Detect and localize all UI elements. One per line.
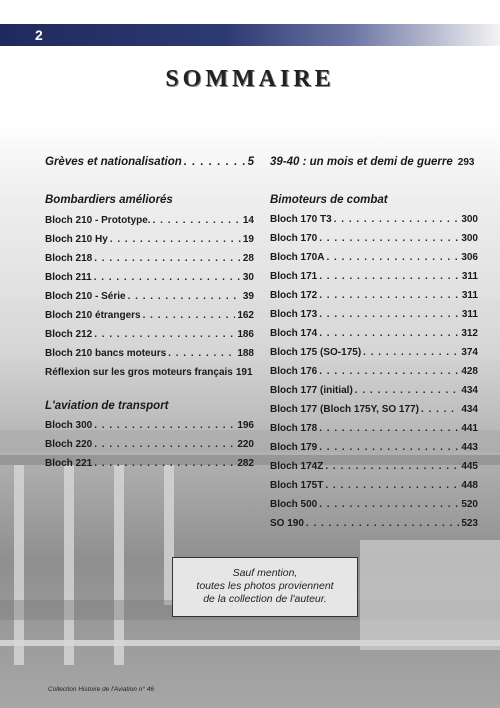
- toc-leader: [319, 271, 460, 282]
- toc-entry-label: Bloch 171: [270, 271, 318, 282]
- toc-entry-label: Bloch 210 - Série: [45, 291, 126, 302]
- toc-entry-page: 39: [242, 291, 254, 302]
- toc-entry: [270, 366, 478, 377]
- toc-leader: [168, 348, 235, 359]
- toc-entry: [270, 461, 478, 472]
- toc-entry-page: 162: [237, 310, 254, 321]
- toc-entry-label: Bloch 175T: [270, 480, 324, 491]
- toc-entry-page: 312: [461, 328, 478, 339]
- toc-entry-page: 448: [461, 480, 478, 491]
- toc-entry-page: 30: [242, 272, 254, 283]
- toc-entry: [45, 272, 254, 283]
- toc-entry: [45, 439, 254, 450]
- toc-entry: [270, 156, 478, 168]
- toc-entry-page: 434: [461, 385, 478, 396]
- toc-entry: [270, 290, 478, 301]
- toc-entry-label: Bloch 170: [270, 233, 318, 244]
- toc-leader: [334, 214, 460, 225]
- toc-entry-page: 5: [247, 156, 254, 168]
- toc-entry-label: Bloch 173: [270, 309, 318, 320]
- toc-entry-page: 188: [237, 348, 254, 359]
- building-wall-right: [360, 540, 500, 650]
- toc-entry-page: 300: [461, 214, 478, 225]
- toc-entry: [270, 385, 478, 396]
- toc-entry-label: Bloch 177 (Bloch 175Y, SO 177): [270, 404, 419, 415]
- toc-entry: [270, 309, 478, 320]
- toc-leader: [94, 253, 241, 264]
- toc-leader: [94, 458, 235, 469]
- toc-entry-label: Grèves et nationalisation: [45, 156, 182, 168]
- toc-leader: [325, 480, 459, 491]
- toc-section-heading: Bimoteurs de combat: [270, 194, 388, 206]
- toc-leader: [319, 290, 460, 301]
- toc-entry-label: Bloch 218: [45, 253, 93, 264]
- toc-entry-label: Bloch 170A: [270, 252, 325, 263]
- toc-entry-page: 186: [237, 329, 254, 340]
- toc-section-heading: Bombardiers améliorés: [45, 194, 173, 206]
- toc-entry-page: 428: [461, 366, 478, 377]
- toc-entry-label: Bloch 177 (initial): [270, 385, 353, 396]
- toc-entry-label: Bloch 220: [45, 439, 93, 450]
- toc-leader: [94, 272, 241, 283]
- toc-leader: [319, 423, 459, 434]
- toc-entry-label: Bloch 178: [270, 423, 318, 434]
- toc-entry: [45, 329, 254, 340]
- building-column: [14, 465, 24, 665]
- toc-leader: [355, 385, 460, 396]
- footer-collection: Collection Histoire de l'Aviation n° 46: [48, 686, 154, 693]
- toc-entry-page: 441: [461, 423, 478, 434]
- toc-entry-page: 14: [242, 215, 254, 226]
- toc-entry: [45, 420, 254, 431]
- toc-entry: [270, 442, 478, 453]
- toc-entry: [270, 328, 478, 339]
- toc-entry-page: 306: [461, 252, 478, 263]
- toc-leader: [319, 233, 459, 244]
- toc-entry-label: Bloch 500: [270, 499, 318, 510]
- toc-entry-label: Réflexion sur les gros moteurs français: [45, 367, 233, 378]
- toc-leader: [319, 309, 460, 320]
- toc-entry-page: 196: [237, 420, 254, 431]
- toc-entry: [45, 310, 254, 321]
- toc-entry-label: Bloch 210 étrangers: [45, 310, 141, 321]
- notice-line: de la collection de l'auteur.: [203, 593, 327, 605]
- notice-line: toutes les photos proviennent: [196, 580, 334, 592]
- toc-entry: [270, 518, 478, 529]
- toc-entry-page: 523: [461, 518, 478, 529]
- toc-entry-page: 282: [237, 458, 254, 469]
- toc-leader: [94, 329, 235, 340]
- toc-entry-label: Bloch 175 (SO-175): [270, 347, 362, 358]
- toc-leader: [319, 366, 459, 377]
- toc-leader: [306, 518, 459, 529]
- toc-entry-label: Bloch 211: [45, 272, 92, 283]
- toc-entry-label: Bloch 172: [270, 290, 318, 301]
- toc-entry-page: 311: [461, 271, 478, 282]
- toc-entry-label: Bloch 174Z: [270, 461, 324, 472]
- toc-entry-page: 191: [235, 367, 253, 378]
- toc-entry-page: 220: [237, 439, 254, 450]
- toc-entry: [45, 234, 254, 245]
- toc-leader: [184, 156, 246, 168]
- toc-entry-label: Bloch 210 - Prototype.: [45, 215, 151, 226]
- toc-entry-page: 300: [461, 233, 478, 244]
- toc-leader: [110, 234, 241, 245]
- toc-leader: [153, 215, 241, 226]
- toc-leader: [319, 328, 459, 339]
- toc-entry: [270, 404, 478, 415]
- toc-entry-label: SO 190: [270, 518, 304, 529]
- page-number: 2: [35, 27, 43, 43]
- toc-entry-label: Bloch 221: [45, 458, 93, 469]
- building-column: [64, 465, 74, 665]
- toc-entry: [45, 156, 254, 168]
- toc-leader: [143, 310, 236, 321]
- toc-entry-page: 28: [242, 253, 254, 264]
- toc-entry: [270, 347, 478, 358]
- toc-entry: [270, 252, 478, 263]
- toc-entry: [45, 215, 254, 226]
- photo-credit-notice: [172, 557, 358, 617]
- toc-entry: [45, 253, 254, 264]
- toc-entry: [270, 423, 478, 434]
- toc-entry: [45, 348, 254, 359]
- toc-entry-label: Bloch 176: [270, 366, 318, 377]
- toc-entry: [45, 367, 254, 378]
- toc-leader: [319, 499, 459, 510]
- toc-entry-page: 293: [457, 157, 475, 168]
- toc-section-heading: L'aviation de transport: [45, 400, 169, 412]
- toc-entry-label: Bloch 210 Hy: [45, 234, 108, 245]
- toc-entry-label: 39-40 : un mois et demi de guerre: [270, 156, 453, 168]
- toc-entry-label: Bloch 300: [45, 420, 93, 431]
- toc-entry-label: Bloch 210 bancs moteurs: [45, 348, 167, 359]
- toc-leader: [319, 442, 459, 453]
- toc-entry-page: 520: [461, 499, 478, 510]
- toc-entry-page: 443: [461, 442, 478, 453]
- toc-entry-label: Bloch 179: [270, 442, 318, 453]
- notice-line: Sauf mention,: [232, 567, 298, 579]
- toc-entry-label: Bloch 212: [45, 329, 93, 340]
- toc-entry-page: 19: [242, 234, 254, 245]
- toc-leader: [128, 291, 241, 302]
- toc-entry: [270, 233, 478, 244]
- toc-entry: [45, 291, 254, 302]
- toc-entry-label: Bloch 170 T3: [270, 214, 332, 225]
- toc-leader: [94, 439, 235, 450]
- toc-entry: [45, 458, 254, 469]
- toc-entry-page: 434: [461, 404, 478, 415]
- toc-entry-label: Bloch 174: [270, 328, 318, 339]
- header-bar: [0, 24, 500, 46]
- toc-entry: [270, 214, 478, 225]
- toc-leader: [94, 420, 235, 431]
- toc-leader: [325, 461, 459, 472]
- toc-leader: [326, 252, 459, 263]
- toc-entry-page: 445: [461, 461, 478, 472]
- toc-leader: [421, 404, 459, 415]
- page-title: SOMMAIRE: [165, 66, 335, 92]
- toc-leader: [363, 347, 459, 358]
- toc-entry: [270, 499, 478, 510]
- building-column: [114, 465, 124, 665]
- toc-entry-page: 374: [461, 347, 478, 358]
- toc-entry-page: 311: [461, 290, 478, 301]
- toc-entry-page: 311: [461, 309, 478, 320]
- toc-entry: [270, 271, 478, 282]
- toc-entry: [270, 480, 478, 491]
